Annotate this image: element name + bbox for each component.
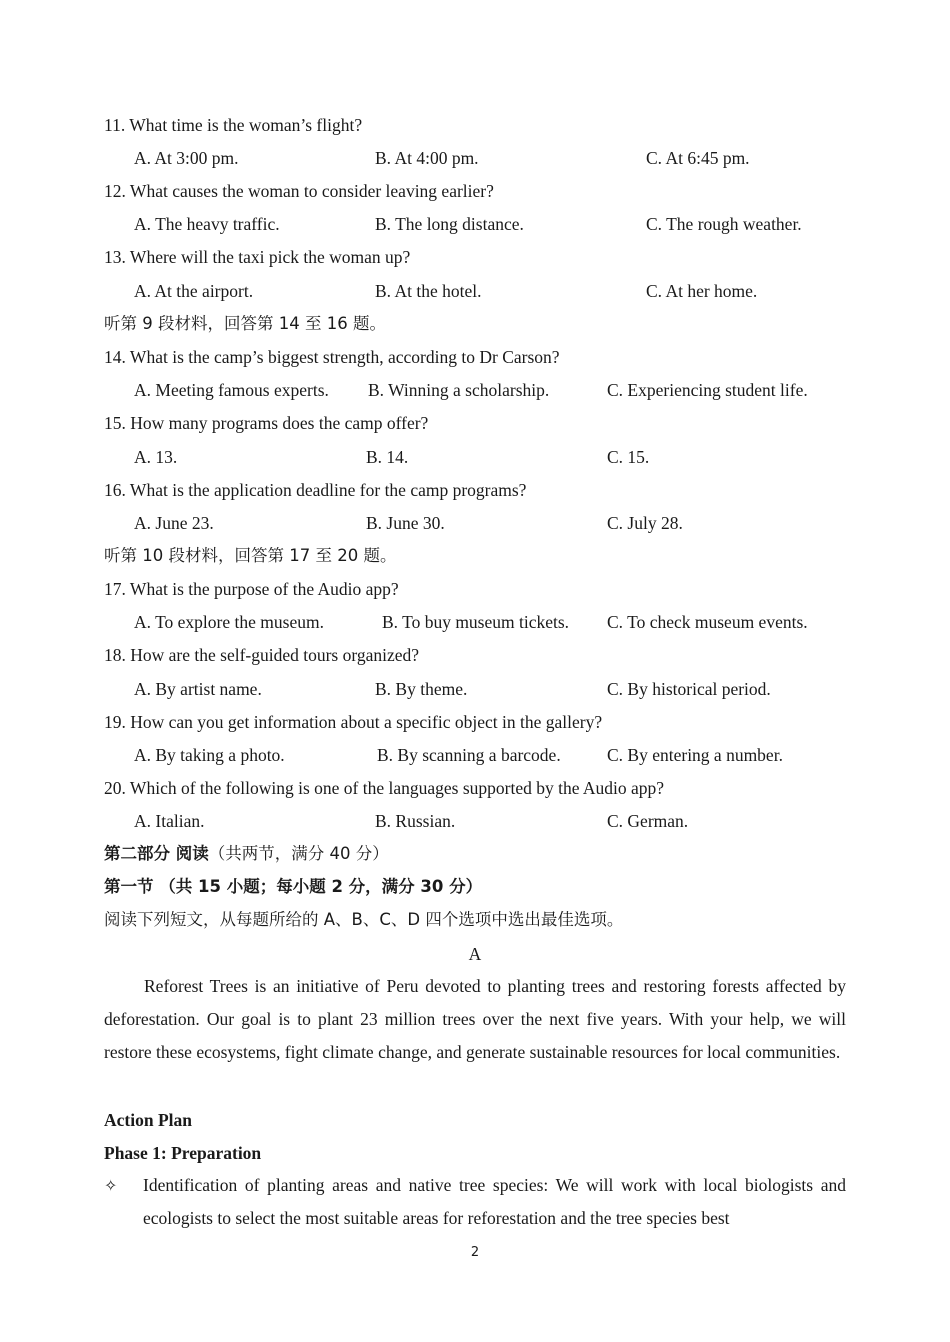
question-15-option-c: C. 15. <box>607 447 650 467</box>
question-18-option-a: A. By artist name. <box>134 679 262 699</box>
question-17-stem: 17. What is the purpose of the Audio app? <box>104 579 399 599</box>
question-15-option-b: B. 14. <box>366 447 409 467</box>
question-13-option-c: C. At her home. <box>646 281 758 301</box>
question-20-stem: 20. Which of the following is one of the languages supported by the Audio app? <box>104 778 665 798</box>
instruction-material-9: 听第 9 段材料，回答第 14 至 16 题。 <box>104 314 386 333</box>
action-plan-heading: Action Plan <box>104 1110 192 1130</box>
question-17-option-a: A. To explore the museum. <box>134 612 324 632</box>
question-12-stem: 12. What causes the woman to consider leaving earlier? <box>104 181 494 201</box>
passage-letter: A <box>468 944 482 964</box>
passage-intro: Reforest Trees is an initiative of Peru devoted to planting trees and restoring forests affected by deforestation. Our goal is to plant 23 million trees over the next five years. With your help, we will restore these ecosystems, fight climate change, and generate sustainable resources for local communities. <box>104 976 846 1062</box>
question-15-stem: 15. How many programs does the camp offer? <box>104 413 429 433</box>
bullet-item: Identification of planting areas and native tree species: We will work with local biologists and ecologists to select the most suitable areas for reforestation and the tree species best <box>143 1175 846 1228</box>
instruction-material-10: 听第 10 段材料，回答第 17 至 20 题。 <box>104 546 397 565</box>
question-20-option-c: C. German. <box>607 811 689 831</box>
question-17-option-b: B. To buy museum tickets. <box>382 612 570 632</box>
question-20-option-b: B. Russian. <box>375 811 456 831</box>
question-14-option-c: C. Experiencing student life. <box>607 380 808 400</box>
part2-heading <box>104 843 389 865</box>
question-19-stem: 19. How can you get information about a specific object in the gallery? <box>104 712 603 732</box>
question-11-stem: 11. What time is the woman’s flight? <box>104 115 363 135</box>
question-14-option-a: A. Meeting famous experts. <box>134 380 329 400</box>
question-11-option-c: C. At 6:45 pm. <box>646 148 750 168</box>
question-13-option-b: B. At the hotel. <box>375 281 482 301</box>
question-12-option-c: C. The rough weather. <box>646 214 802 234</box>
part2-title: 第二部分 阅读 <box>104 844 209 863</box>
question-15-option-a: A. 13. <box>134 447 178 467</box>
phase1-heading: Phase 1: Preparation <box>104 1143 262 1163</box>
question-19-option-b: B. By scanning a barcode. <box>377 745 561 765</box>
diamond-outline-icon: ✧ <box>104 1176 118 1195</box>
question-13-stem: 13. Where will the taxi pick the woman up? <box>104 247 411 267</box>
section1-heading: 第一节 （共 15 小题；每小题 2 分，满分 30 分） <box>104 877 483 896</box>
question-13-option-a: A. At the airport. <box>134 281 254 301</box>
question-16-option-c: C. July 28. <box>607 513 683 533</box>
question-19-option-a: A. By taking a photo. <box>134 745 285 765</box>
question-20-option-a: A. Italian. <box>134 811 205 831</box>
question-19-option-c: C. By entering a number. <box>607 745 783 765</box>
reading-directions: 阅读下列短文，从每题所给的 A、B、C、D 四个选项中选出最佳选项。 <box>104 910 624 929</box>
question-11-option-a: A. At 3:00 pm. <box>134 148 239 168</box>
question-18-option-c: C. By historical period. <box>607 679 771 699</box>
question-11-option-b: B. At 4:00 pm. <box>375 148 479 168</box>
question-16-option-b: B. June 30. <box>366 513 445 533</box>
question-14-stem: 14. What is the camp’s biggest strength, according to Dr Carson? <box>104 347 560 367</box>
question-14-option-b: B. Winning a scholarship. <box>368 380 550 400</box>
question-18-stem: 18. How are the self-guided tours organized? <box>104 645 420 665</box>
question-16-option-a: A. June 23. <box>134 513 214 533</box>
question-18-option-b: B. By theme. <box>375 679 468 699</box>
question-17-option-c: C. To check museum events. <box>607 612 808 632</box>
page-number: 2 <box>470 1245 480 1260</box>
question-12-option-b: B. The long distance. <box>375 214 524 234</box>
part2-title-note: （共两节，满分 40 分） <box>208 844 389 863</box>
question-12-option-a: A. The heavy traffic. <box>134 214 280 234</box>
question-16-stem: 16. What is the application deadline for the camp programs? <box>104 480 527 500</box>
